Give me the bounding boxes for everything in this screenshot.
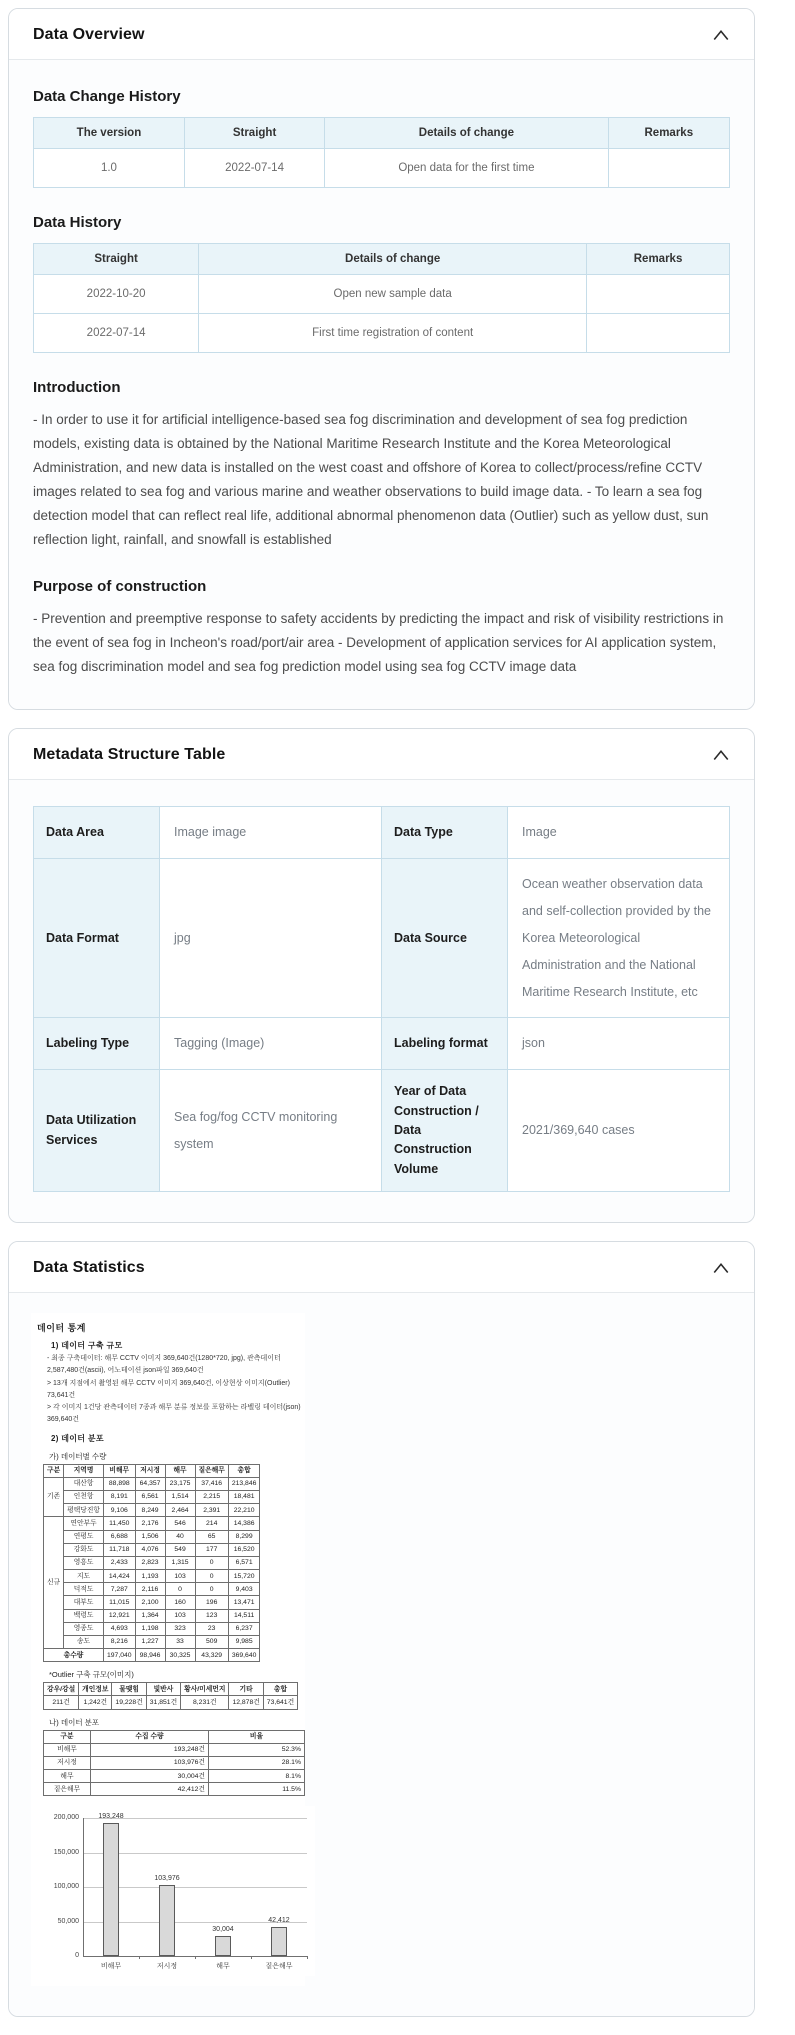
table-cell: 지도 <box>64 1570 104 1583</box>
table-cell: 549 <box>165 1543 195 1556</box>
table-cell: 0 <box>165 1583 195 1596</box>
x-tick-label: 해무 <box>216 1963 230 1971</box>
table-cell: 52.3% <box>209 1743 305 1756</box>
table-cell: 15,720 <box>228 1570 260 1583</box>
table-cell: 9,106 <box>103 1504 135 1517</box>
x-tick-label: 저시정 <box>156 1963 178 1971</box>
table-cell: 비해무 <box>44 1743 91 1756</box>
total-label: 총수량 <box>44 1649 104 1662</box>
table-cell: 8,216 <box>103 1635 135 1648</box>
table-cell: 2022-10-20 <box>34 275 199 314</box>
metadata-label: Data Type <box>382 807 508 859</box>
table-cell: 213,846 <box>228 1477 260 1490</box>
table-cell: 2,433 <box>103 1556 135 1569</box>
table-row <box>34 149 730 188</box>
table-cell: 23,175 <box>165 1477 195 1490</box>
table-cell: 177 <box>195 1543 228 1556</box>
table-cell: 546 <box>165 1517 195 1530</box>
table-cell: 42,412건 <box>91 1783 209 1796</box>
table-cell: 해무 <box>44 1770 91 1783</box>
column-header: 구분 <box>44 1730 91 1743</box>
table-cell: 2,215 <box>195 1490 228 1503</box>
stats-scale-line: - 최종 구축데이터: 해무 CCTV 이미지 369,640건(1280*720, jpg), 관측데이터 2,587,480건(ascii), 어노테이션 json파일 369,640건 <box>47 1355 281 1375</box>
table-cell: 16,520 <box>228 1543 260 1556</box>
table-row <box>44 1770 305 1783</box>
bar <box>103 1823 119 1956</box>
bar-value-label: 103,976 <box>154 1874 180 1882</box>
table-cell: 저시정 <box>44 1756 91 1769</box>
metadata-label: Year of Data Construction / Data Construction Volume <box>382 1070 508 1192</box>
metadata-value: Ocean weather observation data and self-collection provided by the Korea Meteorological Administration and the National Maritime Research Institute, etc <box>508 859 730 1018</box>
metadata-label: Data Area <box>34 807 160 859</box>
x-tick <box>139 1956 140 1959</box>
table-cell: 103 <box>165 1609 195 1622</box>
metadata-label: Data Format <box>34 859 160 1018</box>
column-header: 지역명 <box>64 1464 104 1477</box>
table-cell: 12,921 <box>103 1609 135 1622</box>
table-cell: 211건 <box>44 1696 79 1709</box>
data-overview-header[interactable] <box>9 9 754 60</box>
table-cell: 백령도 <box>64 1609 104 1622</box>
data-change-history-table <box>33 117 730 188</box>
column-header: 수집 수량 <box>91 1730 209 1743</box>
purpose-heading: Purpose of construction <box>33 578 207 596</box>
table-cell: 1.0 <box>34 149 185 188</box>
table-cell: 7,287 <box>103 1583 135 1596</box>
table-cell: 9,985 <box>228 1635 260 1648</box>
table-cell: 509 <box>195 1635 228 1648</box>
table-cell: 2022-07-14 <box>34 314 199 353</box>
total-row <box>44 1649 260 1662</box>
metadata-label: Labeling Type <box>34 1018 160 1070</box>
chevron-up-icon[interactable] <box>712 28 730 42</box>
metadata-label: Labeling format <box>382 1018 508 1070</box>
y-tick-label: 50,000 <box>57 1917 79 1925</box>
table-cell: 103 <box>165 1570 195 1583</box>
header-row <box>44 1464 260 1477</box>
table-cell: 8,249 <box>135 1504 165 1517</box>
metadata-section <box>8 728 755 1223</box>
table-cell <box>587 275 730 314</box>
table-cell: 평택당진항 <box>64 1504 104 1517</box>
metadata-label: Data Utilization Services <box>34 1070 160 1192</box>
y-tick-label: 150,000 <box>53 1848 79 1856</box>
section-title-data-overview: Data Overview <box>33 26 145 43</box>
column-header: 황사/미세먼지 <box>181 1683 229 1696</box>
table-cell: 64,357 <box>135 1477 165 1490</box>
table-cell: 1,193 <box>135 1570 165 1583</box>
bar-value-label: 193,248 <box>98 1813 124 1821</box>
table-cell: 4,076 <box>135 1543 165 1556</box>
metadata-row <box>34 807 730 859</box>
table-cell: 11,450 <box>103 1517 135 1530</box>
column-header: 총합 <box>263 1683 297 1696</box>
table-cell: 영종도 <box>64 1622 104 1635</box>
metadata-header[interactable] <box>9 729 754 780</box>
data-statistics-section <box>8 1241 755 2017</box>
table-cell: 연안부두 <box>64 1517 104 1530</box>
bar <box>159 1885 175 1957</box>
table-cell: 14,511 <box>228 1609 260 1622</box>
metadata-body <box>9 780 754 1222</box>
table-cell: 1,514 <box>165 1490 195 1503</box>
change-history-heading: Data Change History <box>33 88 181 105</box>
table-cell: 33 <box>165 1635 195 1648</box>
header-row <box>34 118 730 149</box>
table-cell <box>587 314 730 353</box>
table-cell: 8,231건 <box>181 1696 229 1709</box>
table-cell <box>608 149 729 188</box>
table-cell: 0 <box>195 1583 228 1596</box>
chevron-up-icon[interactable] <box>712 1261 730 1275</box>
table-cell: 8.1% <box>209 1770 305 1783</box>
x-tick <box>251 1956 252 1959</box>
table-cell: 강화도 <box>64 1543 104 1556</box>
column-header: 물맺힘 <box>112 1683 146 1696</box>
data-history-table <box>33 243 730 353</box>
distribution-table <box>43 1730 305 1797</box>
table-cell: 14,424 <box>103 1570 135 1583</box>
table-row <box>44 1504 260 1517</box>
table-cell: 8,299 <box>228 1530 260 1543</box>
table-cell: 2,116 <box>135 1583 165 1596</box>
table-row <box>34 314 730 353</box>
table-cell: 8,191 <box>103 1490 135 1503</box>
statistics-document <box>31 1313 305 1986</box>
metadata-value: json <box>508 1018 730 1070</box>
metadata-value: Image <box>508 807 730 859</box>
table-cell: 2,464 <box>165 1504 195 1517</box>
table-cell: 12,878건 <box>229 1696 263 1709</box>
x-tick-label: 비해무 <box>100 1963 122 1971</box>
column-header: 빛반사 <box>146 1683 180 1696</box>
table-cell: 짙은해무 <box>44 1783 91 1796</box>
metadata-row <box>34 1070 730 1192</box>
metadata-table <box>33 806 730 1192</box>
table-row <box>44 1530 260 1543</box>
header-row <box>34 244 730 275</box>
data-statistics-body <box>9 1293 754 2016</box>
table-cell: 65 <box>195 1530 228 1543</box>
table-cell: 0 <box>195 1570 228 1583</box>
column-header: Straight <box>184 118 324 149</box>
table-cell: 9,403 <box>228 1583 260 1596</box>
bar <box>271 1927 287 1956</box>
table-cell: 37,416 <box>195 1477 228 1490</box>
table-cell: 73,641건 <box>263 1696 297 1709</box>
table-cell: 14,386 <box>228 1517 260 1530</box>
table-cell: 4,693 <box>103 1622 135 1635</box>
column-header: The version <box>34 118 185 149</box>
table-cell: Open new sample data <box>199 275 587 314</box>
data-overview-section <box>8 8 755 710</box>
table-cell: 11,718 <box>103 1543 135 1556</box>
table-cell: 214 <box>195 1517 228 1530</box>
table-cell: 323 <box>165 1622 195 1635</box>
data-distribution-bar-chart <box>41 1806 315 1976</box>
data-history-heading: Data History <box>33 214 122 231</box>
table-cell: 30,004건 <box>91 1770 209 1783</box>
table-row <box>44 1543 260 1556</box>
x-tick <box>195 1956 196 1959</box>
column-header: Straight <box>34 244 199 275</box>
table-cell: 1,315 <box>165 1556 195 1569</box>
table-cell: 1,364 <box>135 1609 165 1622</box>
table-cell: 덕적도 <box>64 1583 104 1596</box>
x-tick <box>307 1956 308 1959</box>
table-cell: 40 <box>165 1530 195 1543</box>
table-row <box>44 1517 260 1530</box>
column-header: 저시정 <box>135 1464 165 1477</box>
section-title-metadata: Metadata Structure Table <box>33 746 226 764</box>
stats-scale-heading: 1) 데이터 구축 규모 <box>51 1341 123 1351</box>
stats-doc-title: 데이터 통계 <box>37 1323 86 1334</box>
table-cell: 2,823 <box>135 1556 165 1569</box>
group-cell: 기존 <box>44 1477 64 1517</box>
column-header: 비해무 <box>103 1464 135 1477</box>
table-cell: 196 <box>195 1596 228 1609</box>
group-cell: 신규 <box>44 1517 64 1649</box>
table-cell: 197,040 <box>103 1649 135 1662</box>
metadata-value: jpg <box>160 859 382 1018</box>
column-header: 해무 <box>165 1464 195 1477</box>
table-cell: 31,851건 <box>146 1696 180 1709</box>
metadata-row <box>34 859 730 1018</box>
column-header: 구분 <box>44 1464 64 1477</box>
table-cell: 1,242건 <box>79 1696 112 1709</box>
table-cell: 2,100 <box>135 1596 165 1609</box>
table-cell: 2022-07-14 <box>184 149 324 188</box>
purpose-text: - Prevention and preemptive response to safety accidents by predicting the impact and risk of visibility restrictions in the event of sea fog in Incheon's road/port/air area - Development of application services for AI application system, sea fog discrimination model and sea fog prediction model using sea fog CCTV image data <box>33 611 724 675</box>
column-header: 짙은해무 <box>195 1464 228 1477</box>
table-cell: 18,481 <box>228 1490 260 1503</box>
table-cell: 103,976건 <box>91 1756 209 1769</box>
metadata-value: 2021/369,640 cases <box>508 1070 730 1192</box>
column-header: Remarks <box>608 118 729 149</box>
table-row <box>44 1622 260 1635</box>
table-row <box>44 1609 260 1622</box>
data-overview-body <box>9 60 754 709</box>
column-header: Remarks <box>587 244 730 275</box>
table-row <box>44 1756 305 1769</box>
table-cell: 대산항 <box>64 1477 104 1490</box>
y-axis <box>83 1818 84 1956</box>
table-cell: 6,561 <box>135 1490 165 1503</box>
bar-value-label: 30,004 <box>212 1925 234 1933</box>
section-title-data-statistics: Data Statistics <box>33 1259 145 1277</box>
x-tick-label: 짙은해무 <box>265 1963 293 1971</box>
table-cell: 22,210 <box>228 1504 260 1517</box>
bar <box>215 1936 231 1957</box>
table-cell: 1,506 <box>135 1530 165 1543</box>
table-cell: 인천항 <box>64 1490 104 1503</box>
introduction-text: - In order to use it for artificial intelligence-based sea fog discrimination and development of sea fog prediction models, existing data is obtained by the National Maritime Research Institute and the Korea Meteorological Administration, and new data is installed on the west coast and offshore of Korea to collect/process/refine CCTV images related to sea fog and various marine and weather observations to build image data. - To learn a sea fog detection model that can reflect real life, additional abnormal phenomenon data (Outlier) such as yellow dust, sun reflection light, rainfall, and snowfall is established <box>33 412 709 548</box>
column-header: Details of change <box>199 244 587 275</box>
stats-scale-line: > 각 이미지 1건당 관측데이터 7종과 해무 분류 정보를 포함하는 라벨링 데이터(json) 369,640건 <box>47 1404 301 1424</box>
quantity-by-region-table <box>43 1464 260 1663</box>
table-cell: 30,325 <box>165 1649 195 1662</box>
table-cell: 1,198 <box>135 1622 165 1635</box>
data-statistics-header[interactable] <box>9 1242 754 1293</box>
column-header: 개인정보 <box>79 1683 112 1696</box>
table-row <box>44 1583 260 1596</box>
table-row <box>44 1570 260 1583</box>
stats-qty-label: 가) 데이터별 수량 <box>49 1451 107 1461</box>
metadata-value: Image image <box>160 807 382 859</box>
stats-scale-line: > 13개 지점에서 촬영된 해무 CCTV 이미지 369,640건, 이상현상 이미지(Outlier) 73,641건 <box>47 1379 290 1399</box>
stats-outlier-label: *Outlier 구축 규모(이미지) <box>49 1670 134 1680</box>
table-cell: 160 <box>165 1596 195 1609</box>
table-row <box>44 1783 305 1796</box>
table-cell: 송도 <box>64 1635 104 1648</box>
metadata-value: Tagging (Image) <box>160 1018 382 1070</box>
table-cell: 88,898 <box>103 1477 135 1490</box>
stats-dist-label: 나) 데이터 분포 <box>49 1717 100 1727</box>
header-row <box>44 1730 305 1743</box>
table-row <box>44 1696 298 1709</box>
table-row <box>44 1490 260 1503</box>
table-cell: 193,248건 <box>91 1743 209 1756</box>
table-row <box>44 1596 260 1609</box>
table-cell: Open data for the first time <box>325 149 608 188</box>
column-header: 강우/강설 <box>44 1683 79 1696</box>
table-cell: 43,329 <box>195 1649 228 1662</box>
bar-value-label: 42,412 <box>268 1917 290 1925</box>
metadata-label: Data Source <box>382 859 508 1018</box>
table-cell: 대부도 <box>64 1596 104 1609</box>
table-cell: 98,946 <box>135 1649 165 1662</box>
outlier-table <box>43 1682 298 1709</box>
table-cell: 1,227 <box>135 1635 165 1648</box>
y-tick-label: 0 <box>75 1952 79 1960</box>
table-cell: First time registration of content <box>199 314 587 353</box>
column-header: Details of change <box>325 118 608 149</box>
y-tick-label: 200,000 <box>53 1814 79 1822</box>
table-cell: 19,228건 <box>112 1696 146 1709</box>
table-cell: 13,471 <box>228 1596 260 1609</box>
table-cell: 11,015 <box>103 1596 135 1609</box>
table-cell: 6,237 <box>228 1622 260 1635</box>
column-header: 비율 <box>209 1730 305 1743</box>
y-tick-label: 100,000 <box>53 1883 79 1891</box>
table-cell: 11.5% <box>209 1783 305 1796</box>
column-header: 총합 <box>228 1464 260 1477</box>
column-header: 기타 <box>229 1683 263 1696</box>
table-cell: 2,176 <box>135 1517 165 1530</box>
table-row <box>34 275 730 314</box>
table-row <box>44 1635 260 1648</box>
table-cell: 연평도 <box>64 1530 104 1543</box>
table-cell: 28.1% <box>209 1756 305 1769</box>
chevron-up-icon[interactable] <box>712 748 730 762</box>
table-cell: 123 <box>195 1609 228 1622</box>
stats-scale-lines <box>37 1353 301 1427</box>
table-row <box>44 1556 260 1569</box>
table-cell: 2,391 <box>195 1504 228 1517</box>
table-row <box>44 1477 260 1490</box>
table-cell: 23 <box>195 1622 228 1635</box>
table-cell: 영흥도 <box>64 1556 104 1569</box>
table-cell: 6,571 <box>228 1556 260 1569</box>
table-cell: 369,640 <box>228 1649 260 1662</box>
introduction-heading: Introduction <box>33 379 121 396</box>
metadata-row <box>34 1018 730 1070</box>
table-row <box>44 1743 305 1756</box>
table-cell: 6,688 <box>103 1530 135 1543</box>
metadata-value: Sea fog/fog CCTV monitoring system <box>160 1070 382 1192</box>
table-cell: 0 <box>195 1556 228 1569</box>
stats-dist-heading: 2) 데이터 분포 <box>51 1433 104 1443</box>
header-row <box>44 1683 298 1696</box>
